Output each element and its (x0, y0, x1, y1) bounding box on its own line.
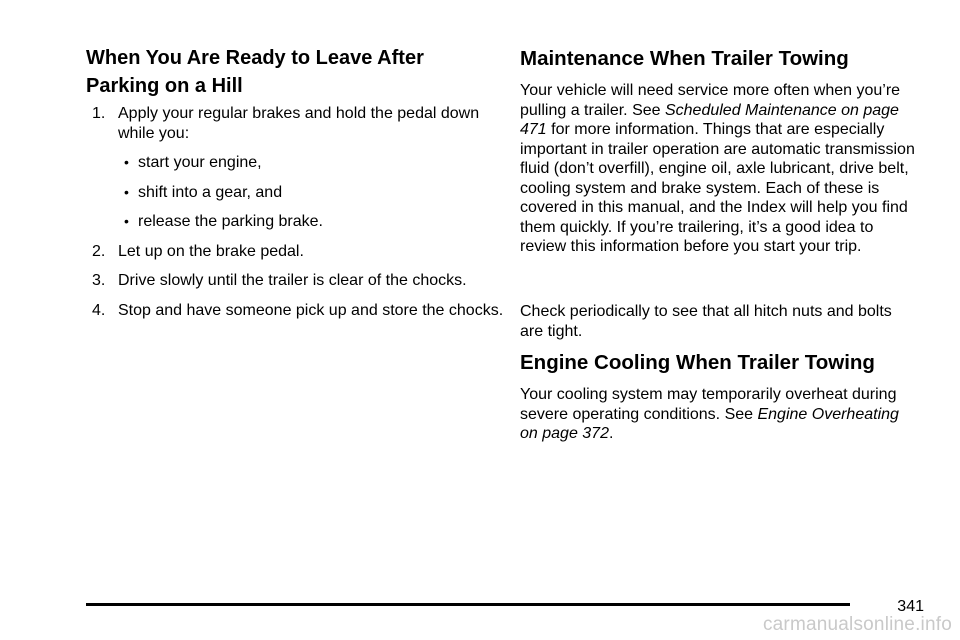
section-heading-engine-cooling: Engine Cooling When Trailer Towing (520, 351, 875, 374)
hitch-check-paragraph: Check periodically to see that all hitch nuts and bolts are tight. (520, 303, 892, 340)
step-item-3 (86, 271, 506, 291)
sub-item-text: shift into a gear, and (138, 183, 283, 201)
bullet-icon: • (124, 154, 129, 170)
scheduled-maintenance-link[interactable]: Scheduled Maintenance on page 471 (520, 101, 899, 138)
steps-list (86, 104, 506, 330)
engine-cooling-paragraph (520, 385, 915, 444)
bullet-icon: • (124, 213, 129, 229)
step-item-4 (86, 301, 506, 321)
sub-item-text: start your engine, (138, 154, 262, 171)
step-item-2 (86, 242, 506, 262)
cooling-text-a: Your cooling system may temporarily overheat during severe operating conditions. See (520, 386, 897, 423)
maintenance-text-a: Your vehicle will need service more often when you’re pulling a trailer. See (520, 82, 901, 119)
step-text: Stop and have someone pick up and store the chocks. (118, 301, 504, 319)
section-heading-leave-after-parking: When You Are Ready to Leave After Parking on a Hill (86, 47, 424, 97)
bullet-icon: • (124, 183, 129, 200)
step-number: 2. (92, 242, 106, 260)
step-1-sublist (118, 153, 506, 232)
sub-item-release-brake (118, 212, 506, 232)
maintenance-text-b: for more information. Things that are especially important in trailer operation are automatic transmission fluid (don’t overfill), engine oil, axle lubricant, drive belt, cooling system and brake system. Each of these is covered in this manual, and the Index will help you find them quickly. If you’re trailering, it’s a good idea to review this information before you start your trip. (520, 121, 915, 255)
step-number: 3. (92, 272, 106, 289)
step-item-1 (86, 104, 506, 232)
step-text: Drive slowly until the trailer is clear of the chocks. (118, 272, 467, 289)
sub-item-start-engine (118, 153, 506, 173)
sub-item-shift-gear (118, 183, 506, 203)
step-number: 4. (92, 301, 106, 319)
maintenance-paragraph (520, 81, 915, 257)
step-text: Let up on the brake pedal. (118, 242, 304, 260)
sub-item-text: release the parking brake. (138, 213, 323, 230)
page-number: 341 (897, 598, 924, 615)
step-text: Apply your regular brakes and hold the pedal down while you: (118, 105, 480, 142)
step-number: 1. (92, 105, 106, 122)
section-heading-maintenance-towing: Maintenance When Trailer Towing (520, 47, 849, 70)
footer-rule (86, 603, 850, 606)
cooling-text-b: . (608, 425, 614, 442)
watermark: carmanualsonline.info (762, 614, 952, 635)
engine-overheating-link[interactable]: Engine Overheating on page 372 (520, 405, 899, 442)
